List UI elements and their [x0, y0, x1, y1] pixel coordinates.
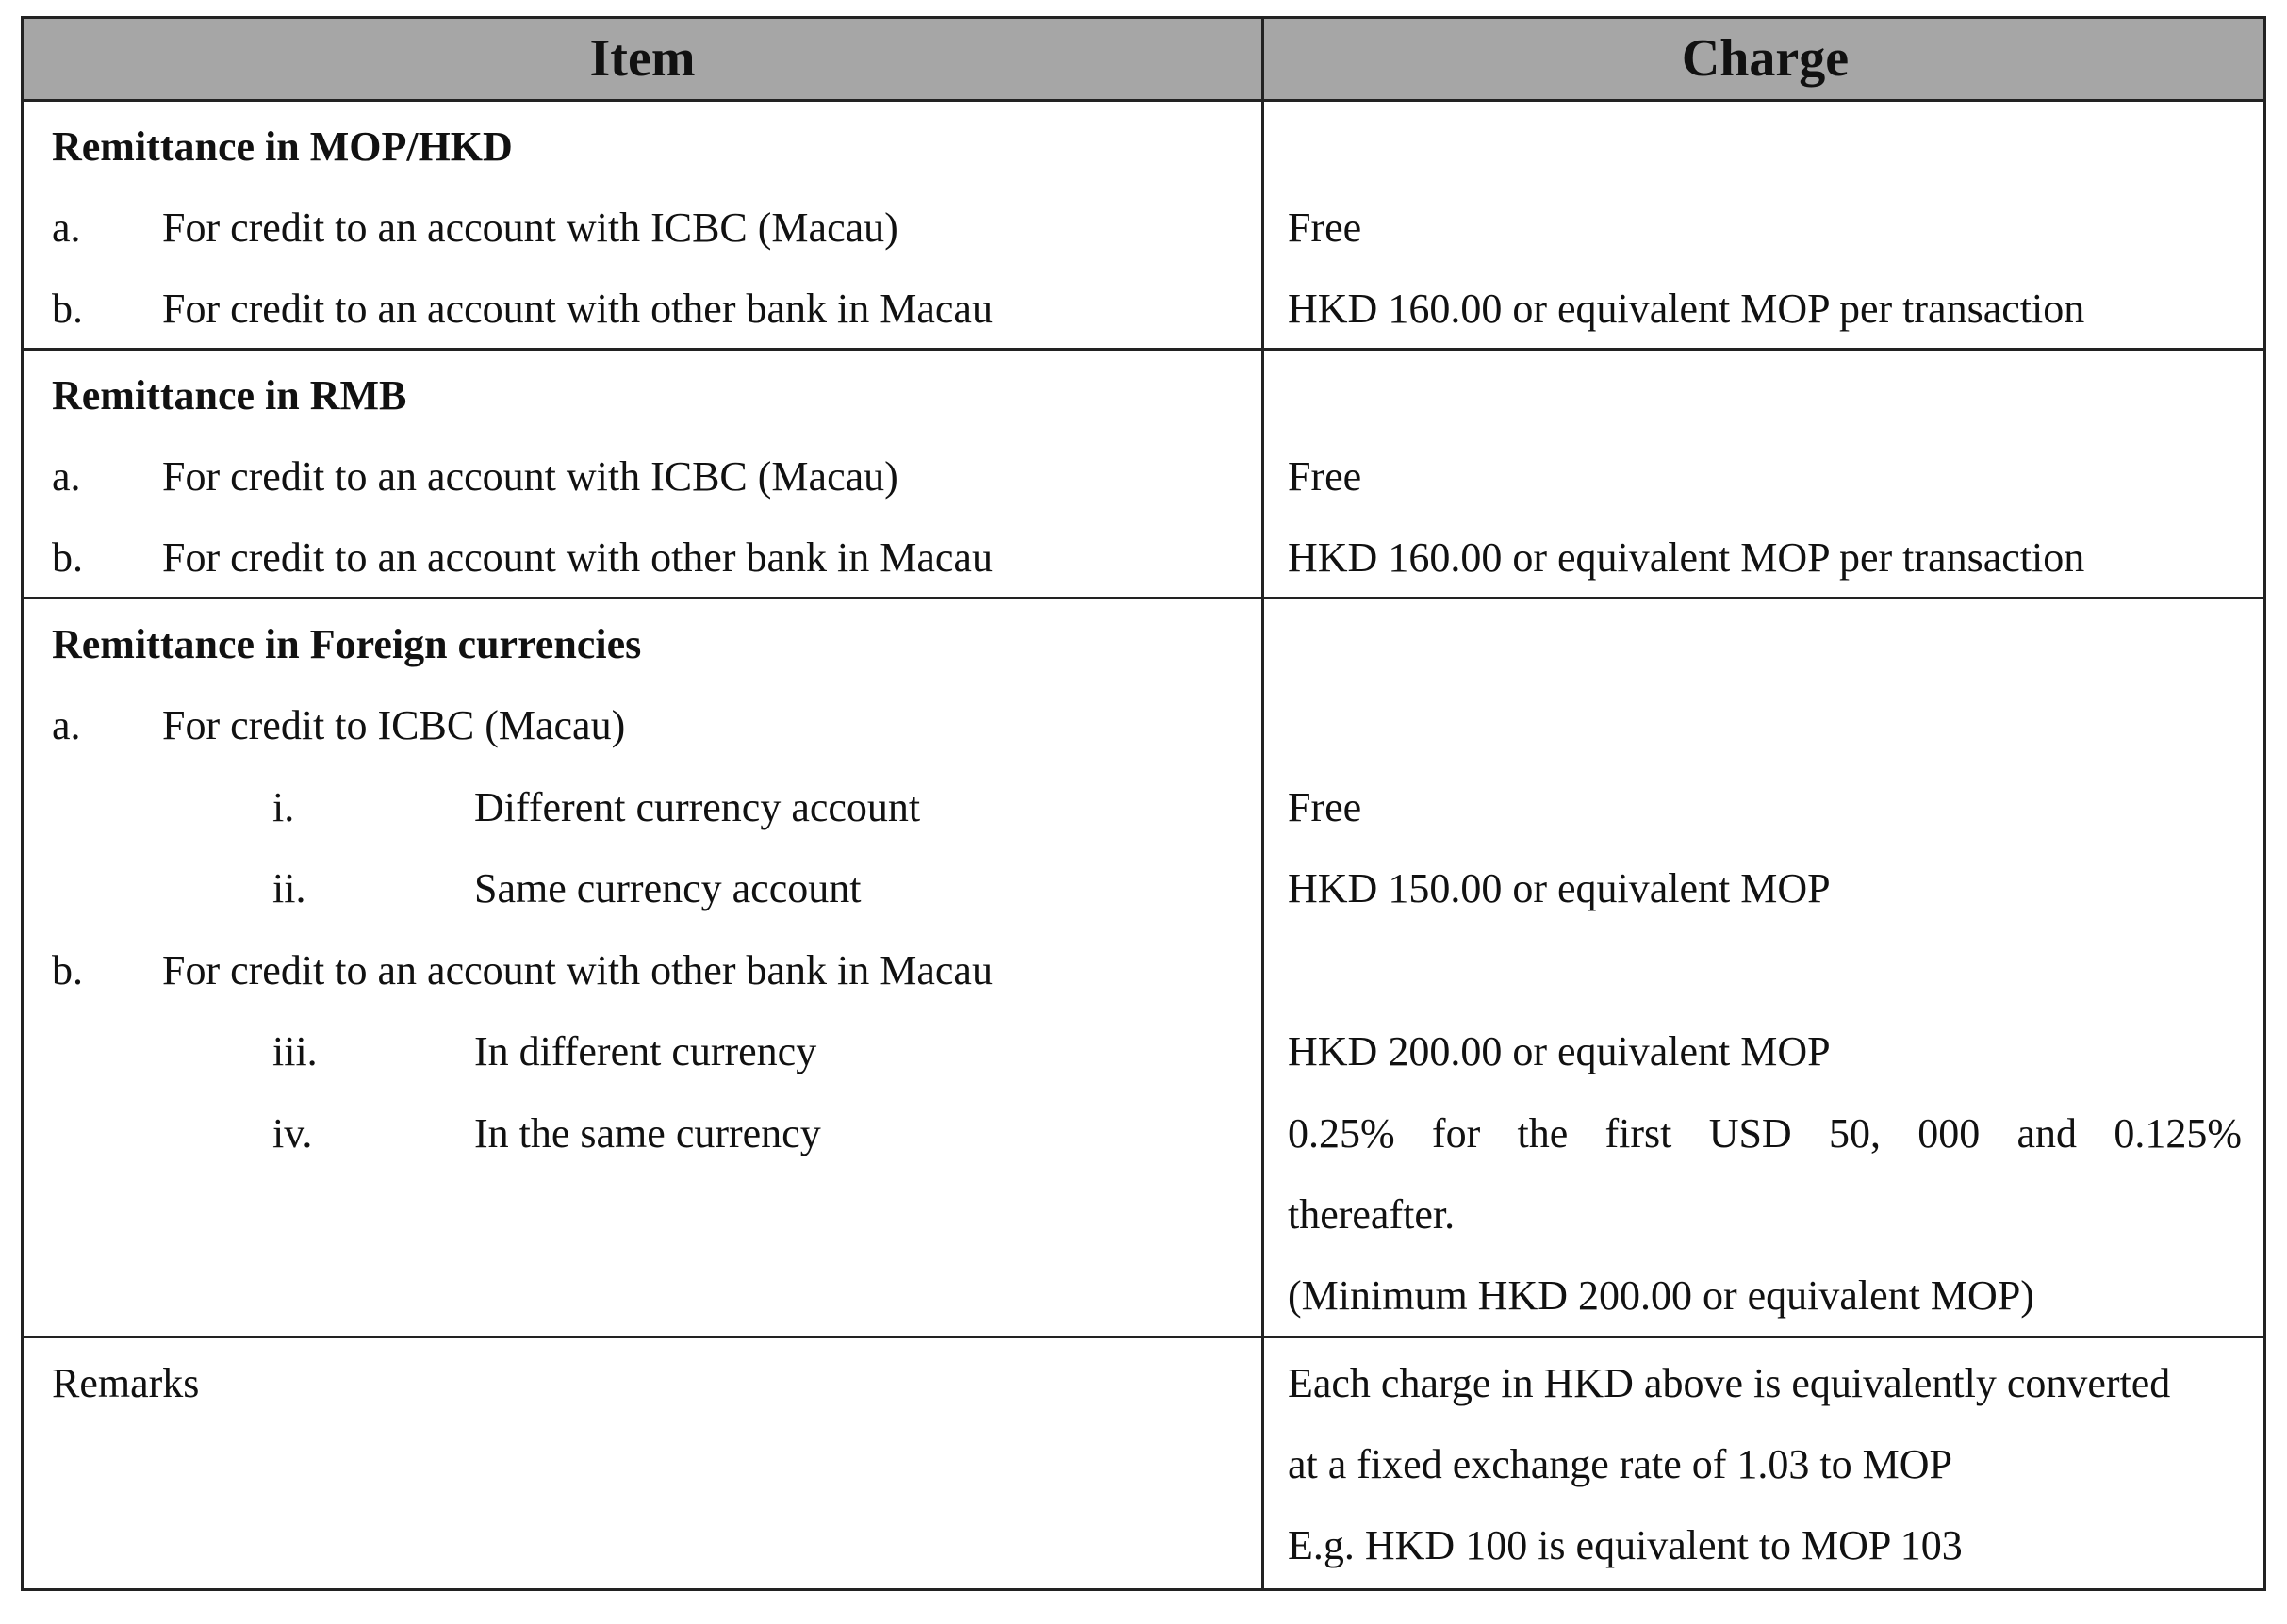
- row-item: Same currency account: [474, 865, 862, 911]
- charge-word: for: [1431, 1110, 1481, 1156]
- section-title-mop-hkd: Remittance in MOP/HKD: [52, 123, 513, 170]
- row-marker: i.: [272, 784, 295, 830]
- row-item: In different currency: [474, 1028, 817, 1074]
- row-marker: a.: [52, 205, 81, 251]
- row-item: For credit to an account with other bank in Macau: [162, 286, 993, 332]
- header-item: Item: [589, 29, 696, 88]
- charge-word: 0.25%: [1288, 1110, 1395, 1156]
- row-charge: HKD 150.00 or equivalent MOP: [1288, 865, 1831, 911]
- row-item: For credit to an account with ICBC (Macau): [162, 453, 898, 500]
- section-title-rmb: Remittance in RMB: [52, 372, 407, 418]
- section-divider: [24, 597, 2263, 599]
- row-item: For credit to an account with other bank in Macau: [162, 947, 993, 993]
- charge-word: USD: [1708, 1110, 1792, 1156]
- row-marker: iii.: [272, 1028, 318, 1074]
- row-charge-note: (Minimum HKD 200.00 or equivalent MOP): [1288, 1272, 2034, 1319]
- charge-word: the: [1517, 1110, 1569, 1156]
- row-marker: b.: [52, 947, 83, 993]
- column-divider: [1261, 19, 1264, 1588]
- row-marker: a.: [52, 702, 81, 748]
- section-title-foreign: Remittance in Foreign currencies: [52, 621, 642, 667]
- charge-word: 0.125%: [2114, 1110, 2242, 1156]
- row-charge-continued: thereafter.: [1288, 1191, 1456, 1238]
- row-marker: ii.: [272, 865, 306, 911]
- section-divider: [24, 348, 2263, 351]
- row-marker: a.: [52, 453, 81, 500]
- remarks-line: Each charge in HKD above is equivalently converted: [1288, 1360, 2171, 1406]
- row-marker: b.: [52, 286, 83, 332]
- remarks-label: Remarks: [52, 1360, 200, 1406]
- row-item: For credit to an account with ICBC (Macau): [162, 205, 898, 251]
- row-marker: b.: [52, 534, 83, 581]
- row-item: In the same currency: [474, 1110, 821, 1156]
- charge-word: 000: [1917, 1110, 1981, 1156]
- row-charge: Free: [1288, 453, 1362, 500]
- remarks-line: E.g. HKD 100 is equivalent to MOP 103: [1288, 1522, 1963, 1568]
- row-item: Different currency account: [474, 784, 921, 830]
- charge-word: 50,: [1828, 1110, 1881, 1156]
- row-charge: HKD 160.00 or equivalent MOP per transaction: [1288, 534, 2085, 581]
- charge-word: and: [2016, 1110, 2078, 1156]
- section-divider: [24, 1336, 2263, 1338]
- row-charge-justified: [1288, 1107, 2242, 1160]
- header-charge: Charge: [1681, 29, 1850, 88]
- remarks-line: at a fixed exchange rate of 1.03 to MOP: [1288, 1441, 1952, 1487]
- fee-table: [21, 16, 2266, 1591]
- row-charge: Free: [1288, 205, 1362, 251]
- charge-word: first: [1604, 1110, 1672, 1156]
- row-charge: HKD 160.00 or equivalent MOP per transaction: [1288, 286, 2085, 332]
- row-item: For credit to an account with other bank in Macau: [162, 534, 993, 581]
- row-charge: HKD 200.00 or equivalent MOP: [1288, 1028, 1831, 1074]
- row-item: For credit to ICBC (Macau): [162, 702, 626, 748]
- table-header: [24, 19, 2263, 102]
- row-marker: iv.: [272, 1110, 313, 1156]
- row-charge: Free: [1288, 784, 1362, 830]
